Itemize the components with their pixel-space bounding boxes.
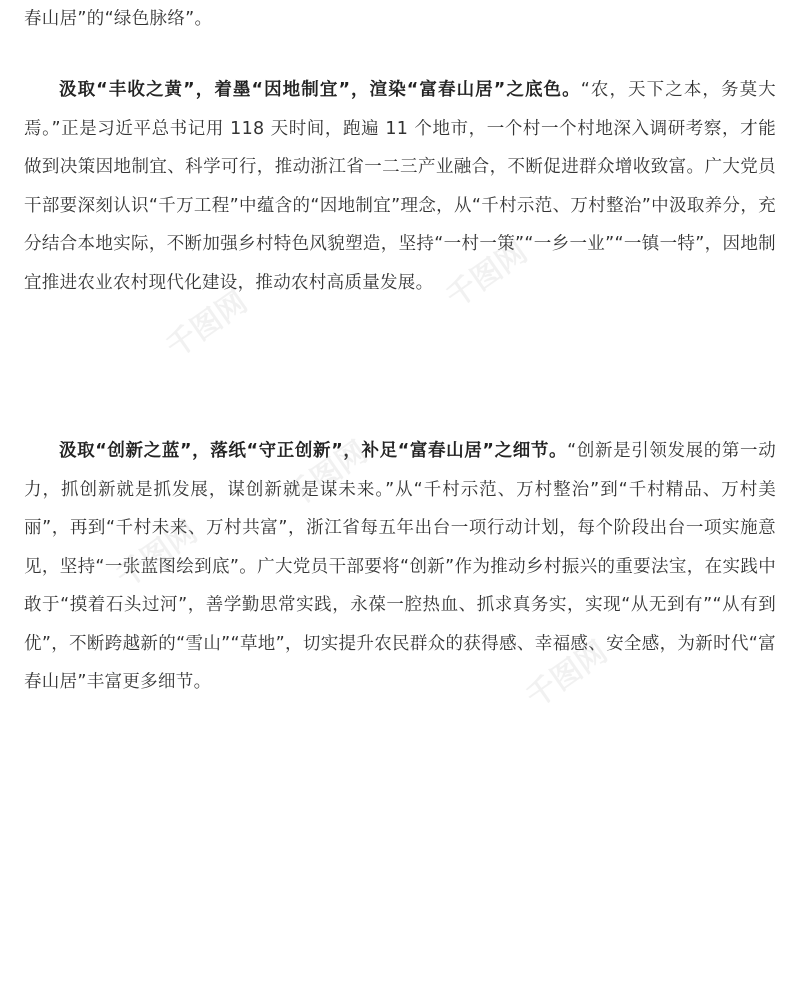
- paragraph-continuation-text: 春山居”的“绿色脉络”。: [24, 9, 213, 29]
- paragraph-body-innovation: “创新是引领发展的第一动力，抓创新就是抓发展，谋创新就是谋未来。”从“千村示范、万村整治”到“千村精品、万村美丽”，再到“千村未来、万村共富”，浙江省每五年出台一项行动计划，每个阶段出台一项实施意见，坚持“一张蓝图绘到底”。广大党员干部要将“创新”作为推动乡村振兴的重要法宝，在实践中敢于“摸着石头过河”，善学勤思常实践，永葆一腔热血、抓求真务实，实现“从无到有”“从有到优”，不断跨越新的“雪山”“草地”，切实提升农民群众的获得感、幸福感、安全感，为新时代“富春山居”丰富更多细节。: [24, 441, 776, 692]
- paragraph-body-harvest: “农，天下之本，务莫大焉。”正是习近平总书记用 118 天时间，跑遍 11 个地市，一个村一个村地深入调研考察，才能做到决策因地制宜、科学可行，推动浙江省一二三产业融合，不断促进群众增收致富。广大党员干部要深刻认识“千万工程”中蕴含的“因地制宜”理念，从“千村示范、万村整治”中汲取养分，充分结合本地实际，不断加强乡村特色风貌塑造，坚持“一村一策”“一乡一业”“一镇一特”，因地制宜推进农业农村现代化建设，推动农村高质量发展。: [24, 80, 776, 293]
- paragraph-lead-harvest: 汲取“丰收之黄”，着墨“因地制宜”，渲染“富春山居”之底色。: [59, 80, 581, 100]
- watermark-logo: 千图网: [520, 634, 614, 716]
- watermark-logo: 千图网: [440, 234, 534, 316]
- paragraph-continuation: [24, 0, 212, 39]
- watermark-logo: 千图网: [110, 514, 204, 596]
- watermark-logo: 千图网: [280, 434, 374, 516]
- watermark-logo: 千图网: [160, 284, 254, 366]
- paragraph-lead-innovation: 汲取“创新之蓝”，落纸“守正创新”，补足“富春山居”之细节。: [59, 441, 568, 461]
- paragraph-harvest-yellow: [24, 71, 776, 302]
- paragraph-innovation-blue: [24, 432, 776, 702]
